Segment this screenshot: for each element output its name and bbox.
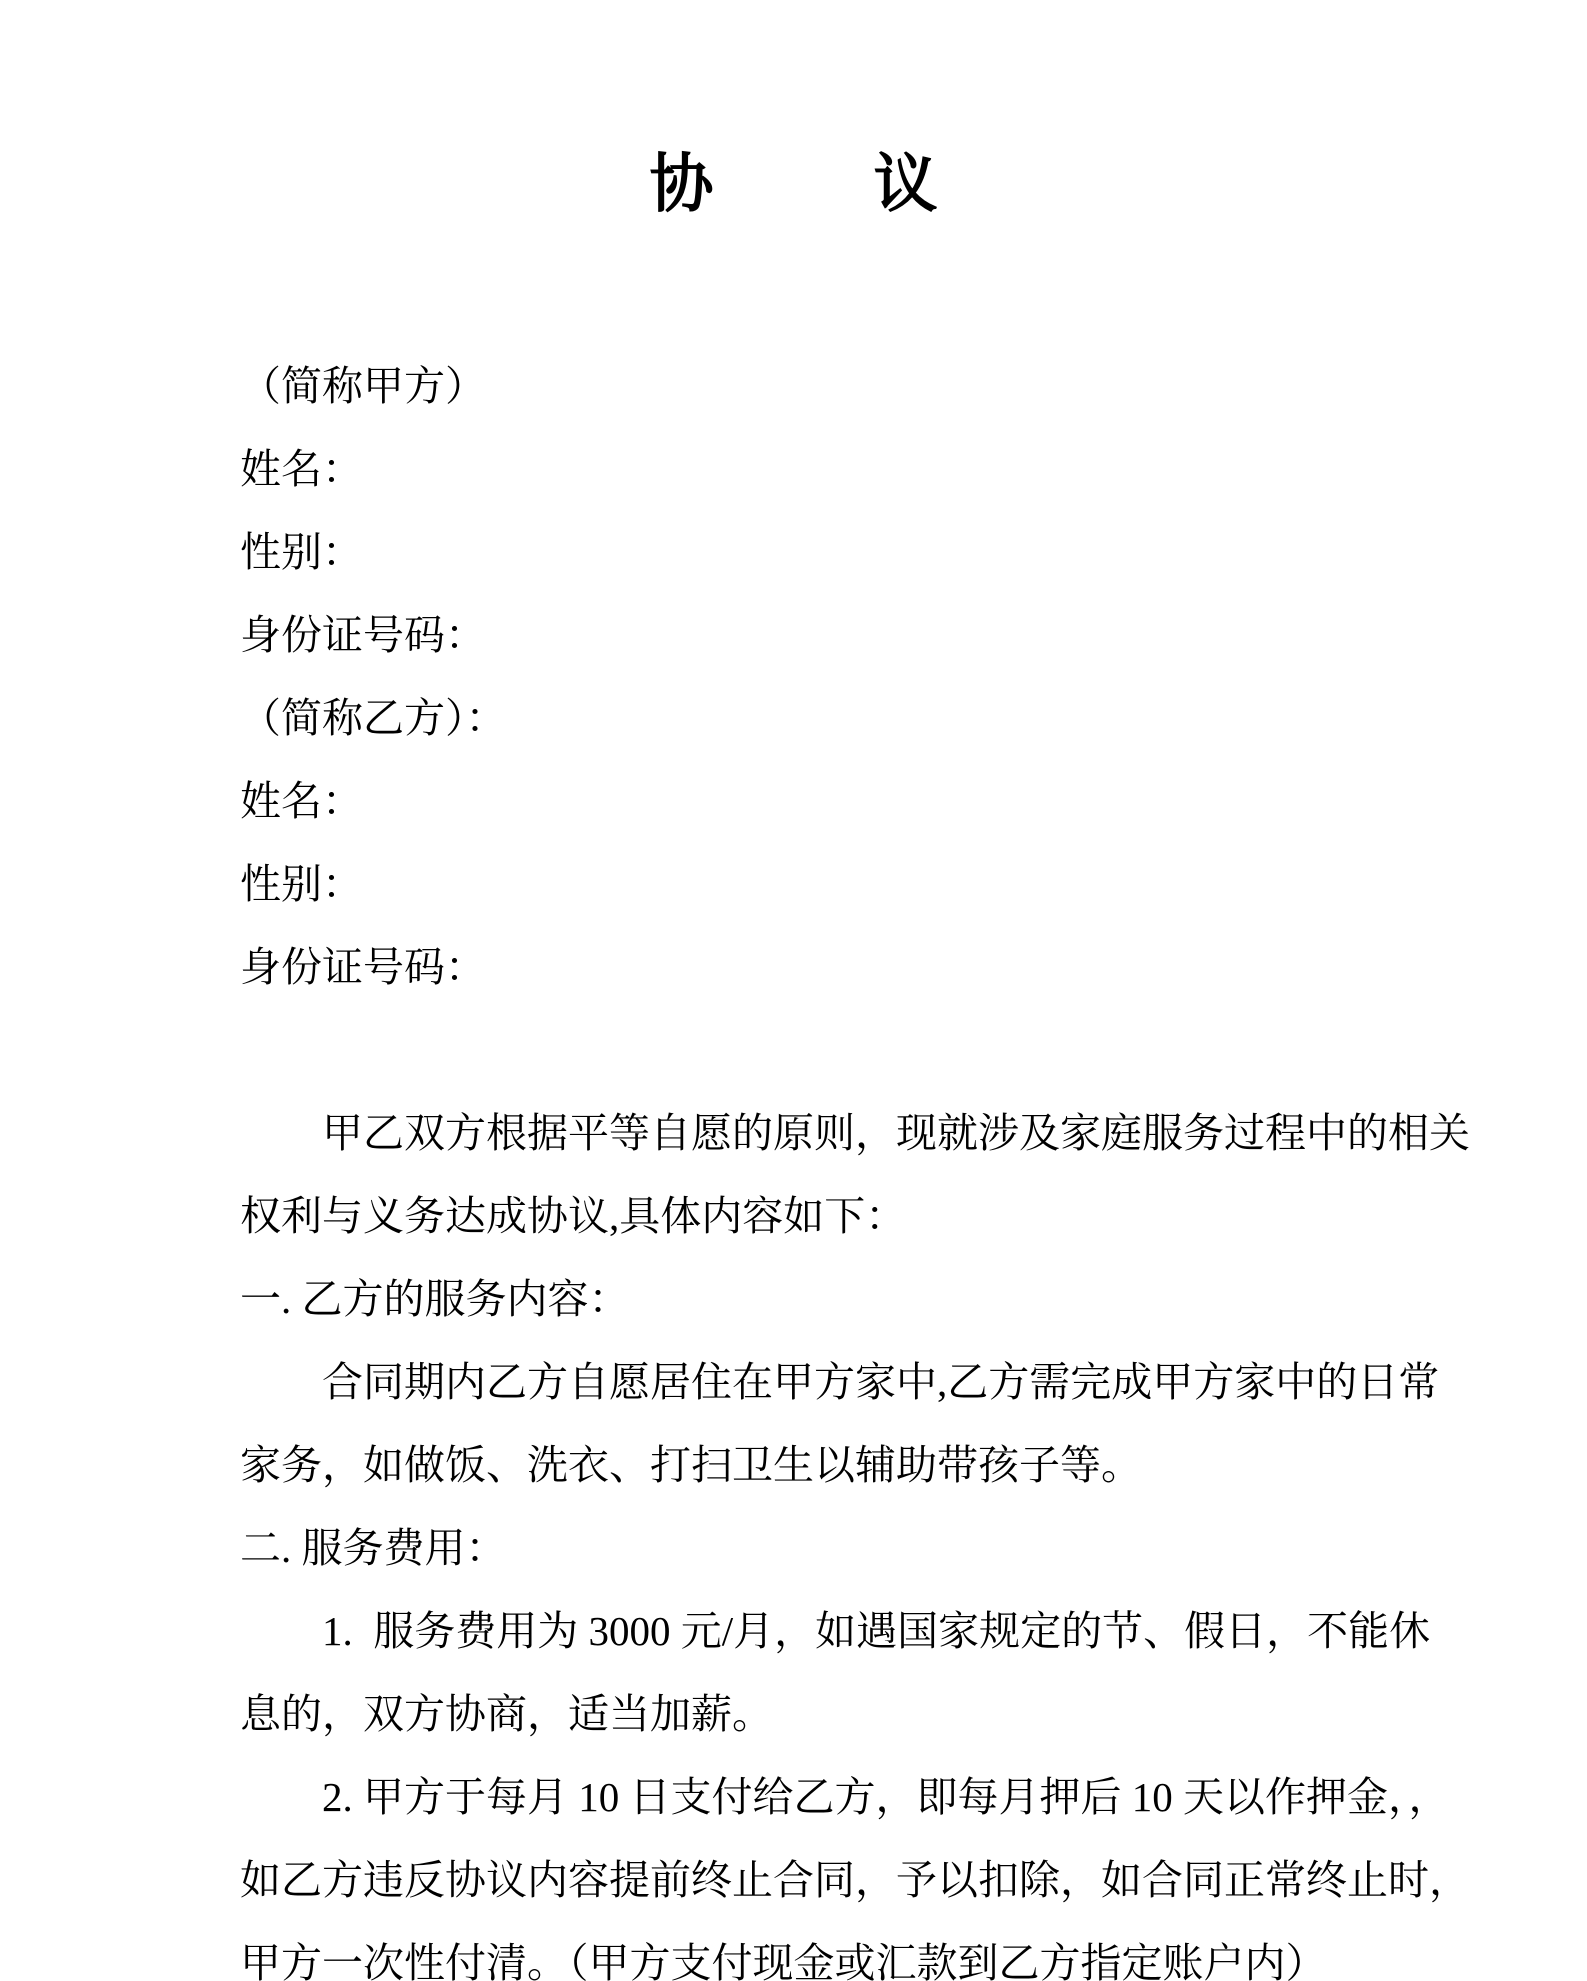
party-b-gender-label: 性别： [240, 861, 363, 907]
clause-1-heading: 一. 乙方的服务内容： [240, 1276, 630, 1322]
document-title: 协 议 [649, 149, 938, 220]
party-a-gender-label: 性别： [240, 529, 363, 575]
clause-2-item-1-line-2: 息的，双方协商，适当加薪。 [240, 1691, 773, 1737]
clause-2-heading: 二. 服务费用： [240, 1525, 507, 1571]
preamble-line-1: 甲乙双方根据平等自愿的原则，现就涉及家庭服务过程中的相关 [322, 1110, 1470, 1156]
clause-2-item-2-line-1: 2. 甲方于每月 10 日支付给乙方，即每月押后 10 天以作押金，， [322, 1774, 1450, 1820]
party-a-id-label: 身份证号码： [240, 612, 486, 658]
blank-line-spacer [240, 1009, 1347, 1092]
clause-1-line-2: 家务，如做饭、洗衣、打扫卫生以辅助带孩子等。 [240, 1442, 1142, 1488]
preamble-line-2: 权利与义务达成协议,具体内容如下： [240, 1193, 907, 1239]
party-a-heading: （简称甲方） [240, 363, 486, 409]
party-b-heading: （简称乙方）： [240, 695, 507, 741]
party-info-section [240, 345, 1347, 1009]
clause-2-item-2-line-2: 如乙方违反协议内容提前终止合同，予以扣除，如合同正常终止时， [240, 1857, 1470, 1903]
party-a-name-label: 姓名： [240, 446, 363, 492]
party-b-name-label: 姓名： [240, 778, 363, 824]
party-b-id-label: 身份证号码： [240, 944, 486, 990]
clause-1-line-1: 合同期内乙方自愿居住在甲方家中,乙方需完成甲方家中的日常 [322, 1359, 1440, 1405]
clause-2-item-2-line-3: 甲方一次性付清。（甲方支付现金或汇款到乙方指定账户内） [240, 1940, 1327, 1981]
agreement-body-section [240, 1092, 1470, 1981]
clause-2-item-1-line-1: 1. 服务费用为 3000 元/月，如遇国家规定的节、假日，不能休 [322, 1608, 1431, 1654]
